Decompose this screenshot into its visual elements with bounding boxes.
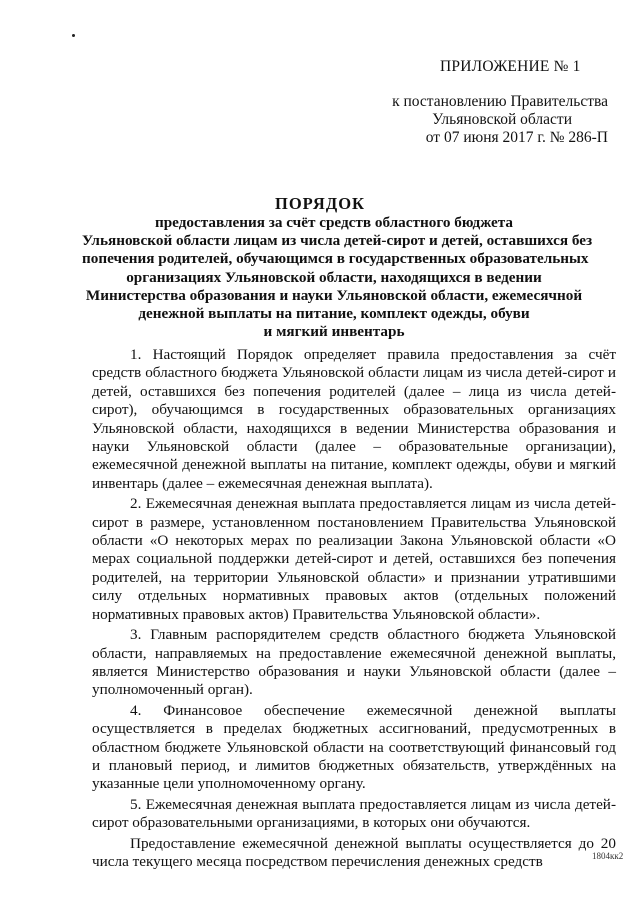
paragraph-5: 5. Ежемесячная денежная выплата предоставляется лицам из числа детей-сирот образовательными организациями, в которых они обучаются. (92, 795, 616, 832)
paragraph-4: 4. Финансовое обеспечение ежемесячной денежной выплаты осуществляется в пределах бюджетных ассигнований, предусмотренных в областном бюджете Ульяновской области на соответствующий финансовый год и плановый период, и лимитов бюджетных обязательств, утверждённых на указанные цели уполномоченному органу. (92, 701, 616, 793)
document-code: 1804кк2 (592, 851, 624, 861)
resolution-reference (340, 93, 608, 147)
paragraph-2: 2. Ежемесячная денежная выплата предоставляется лицам из числа детей-сирот в размере, установленном постановлением Правительства Ульяновской области «О некоторых мерах по реализации Закона Ульяновской области «О мерах социальной поддержки детей-сирот и детей, оставшихся без попечения родителей, на территории Ульяновской области» и признании утратившими силу отдельных нормативных правовых актов (отдельных положений нормативных правовых актов) Правительства Ульяновской области». (92, 495, 616, 623)
subtitle-line: Ульяновской области лицам из числа детей-сирот и детей, оставшихся без (82, 232, 593, 250)
document-subtitle (82, 214, 593, 341)
paragraph-1: 1. Настоящий Порядок определяет правила предоставления за счёт средств областного бюджета Ульяновской области лицам из числа детей-сирот и детей, оставшихся без попечения родителей (далее – лица из числа детей-сирот), обучающимся в государственных образовательных организациях Ульяновской области, находящихся в ведении Министерства образования и науки Ульяновской области (далее – образовательные организации), ежемесячной денежной выплаты на питание, комплект одежды, обуви и мягкий инвентарь (далее – ежемесячная денежная выплата). (92, 346, 616, 492)
paragraph-6: Предоставление ежемесячной денежной выплаты осуществляется до 20 числа текущего месяца посредством перечисления денежных средств (92, 834, 616, 870)
reference-line: к постановлению Правительства (392, 93, 608, 110)
document-body (92, 346, 616, 873)
subtitle-line: попечения родителей, обучающимся в государственных образовательных (82, 250, 589, 268)
subtitle-line: денежной выплаты на питание, комплект одежды, обуви (138, 305, 530, 323)
appendix-label: ПРИЛОЖЕНИЕ № 1 (440, 58, 581, 75)
paragraph-3: 3. Главным распорядителем средств областного бюджета Ульяновской области, направляемых на предоставление ежемесячной денежной выплаты, является Министерство образования и науки Ульяновской области (далее – уполномоченный орган). (92, 626, 616, 699)
document-title: ПОРЯДОК (275, 194, 365, 213)
subtitle-line: предоставления за счёт средств областного бюджета (154, 214, 514, 231)
subtitle-line: Министерства образования и науки Ульяновской области, ежемесячной (85, 286, 583, 304)
scan-speck (72, 34, 75, 37)
reference-line: от 07 июня 2017 г. № 286-П (425, 129, 608, 146)
subtitle-line: организациях Ульяновской области, находящихся в ведении (126, 268, 542, 286)
subtitle-line: и мягкий инвентарь (263, 323, 405, 341)
reference-line: Ульяновской области (432, 111, 572, 128)
